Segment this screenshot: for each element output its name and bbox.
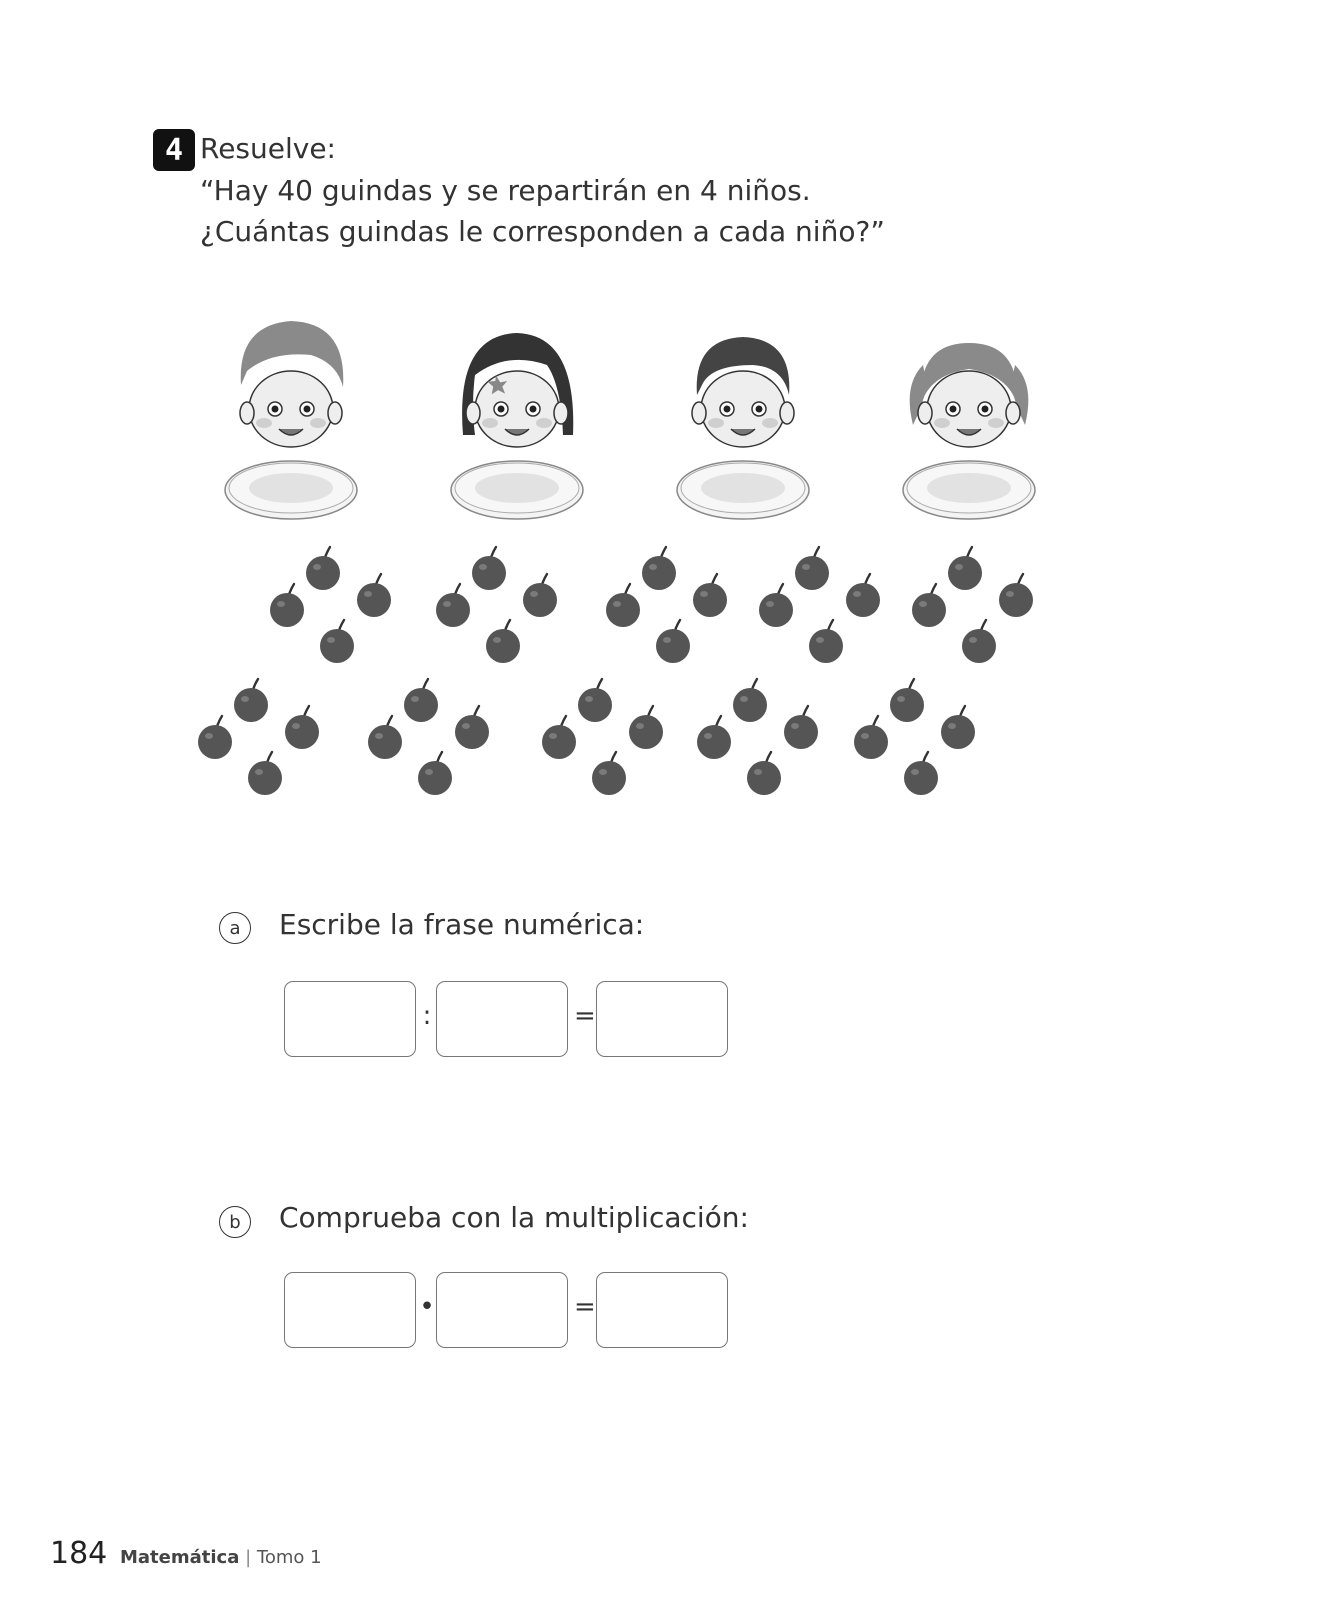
cherry-group	[854, 679, 975, 795]
cherry-group	[606, 547, 727, 663]
footer-subject: Matemática	[120, 1547, 240, 1568]
problem-number-badge: 4	[153, 129, 195, 171]
girl-icon	[910, 343, 1029, 447]
equals-sign: =	[574, 1292, 596, 1322]
plate	[903, 461, 1035, 519]
girl-icon	[462, 333, 573, 447]
answer-box-divisor[interactable]	[436, 981, 568, 1057]
footer-caption	[120, 1547, 322, 1568]
answer-box-factor-2[interactable]	[436, 1272, 568, 1348]
plate	[225, 461, 357, 519]
cherry-group	[697, 679, 818, 795]
page-number: 184	[50, 1536, 108, 1571]
boy-icon	[692, 337, 794, 447]
cherry-group	[198, 679, 319, 795]
answer-box-factor-1[interactable]	[284, 1272, 416, 1348]
plate	[677, 461, 809, 519]
footer-volume: Tomo 1	[256, 1547, 322, 1568]
problem-title: Resuelve:	[200, 132, 336, 165]
part-b-prompt: Comprueba con la multiplicación:	[279, 1201, 749, 1234]
footer-separator: |	[245, 1547, 252, 1568]
cherries-illustration	[0, 300, 1339, 820]
cherry-group	[912, 547, 1033, 663]
problem-statement-line2: ¿Cuántas guindas le corresponden a cada niño?”	[200, 215, 885, 248]
cherry-group	[759, 547, 880, 663]
problem-statement-line1: “Hay 40 guindas y se repartirán en 4 niños.	[200, 174, 811, 207]
answer-box-dividend[interactable]	[284, 981, 416, 1057]
cherry-group	[368, 679, 489, 795]
part-a-marker: a	[219, 912, 251, 944]
cherry-group	[542, 679, 663, 795]
answer-box-product[interactable]	[596, 1272, 728, 1348]
answer-box-quotient[interactable]	[596, 981, 728, 1057]
part-b-marker: b	[219, 1206, 251, 1238]
boy-icon	[240, 321, 343, 447]
equals-sign: =	[574, 1001, 596, 1031]
cherry-group	[436, 547, 557, 663]
division-operator: :	[422, 1001, 432, 1031]
multiplication-operator: •	[419, 1292, 435, 1322]
cherry-group	[270, 547, 391, 663]
part-a-prompt: Escribe la frase numérica:	[279, 908, 645, 941]
plate	[451, 461, 583, 519]
